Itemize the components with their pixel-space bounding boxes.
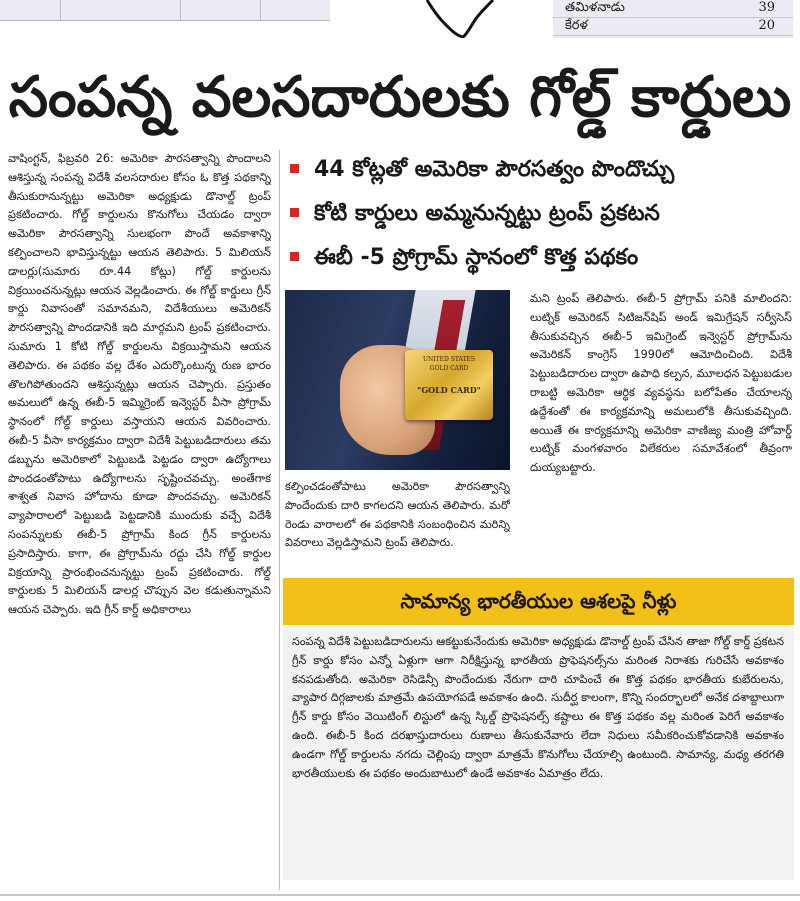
card-text: GOLD CARD: [429, 365, 469, 372]
box-text: సంపన్న విదేశీ పెట్టుబడిదారులను ఆకట్టుకునేందుకు అమెరికా అధ్యక్షుడు డొనాల్డ్ ట్రంప్ చేసిన తాజా గోల్డ్ కార్డ్ ప్రకటన గ్రీన్ కార్డు కోసం ఎన్నో ఏళ్లుగా ఆగా నిరీక్షిస్తున్న భారతీయ ప్రొఫెషనల్స్‌ను మరింత నిరాశకు గురిచేసే అవకాశం కనపడుతోంది. అమెరికా రెసిడెన్సీ పొందేందుకు నేరుగా దారి చూపించే ఈ కొత్త పథకం భారతీయ కుబేరులను, వ్యాపార దిగ్గజాలకు మాత్రమే ఉపయోగపడే అవకాశం ఉంది. సుదీర్ఘ కాలంగా, కొన్ని సందర్భాలలో అనేక దశాబ్దాలుగా గ్రీన్ కార్డు కోసం వెయిటింగ్ లిస్టులో ఉన్న స్కిల్డ్ ప్రొఫెషనల్స్ కష్టాలు ఈ కొత్త పథకం వల్ల మరింత పెరిగే అవకాశం ఉంది. ఈబీ-5 కింద దరఖాస్తుదారులు రుణాలు తీసుకునేవారు లేదా నిధులు సమీకరించుకోవడానికి అవకాశం ఉండగా గోల్డ్ కార్డులను నగదు చెల్లింపు ద్వారా మాత్రమే కొనుగోలు చేయాల్సి ఉంటుంది. సామాన్య, మధ్య తరగతి భారతీయులకు ఈ పథకం అందుబాటులో ఉండే అవకాశం ఏమాత్రం లేదు.: [292, 635, 784, 780]
state-name: తమిళనాడు: [565, 0, 625, 15]
column-divider: [279, 150, 280, 890]
bullet-text: కోటి కార్డులు అమ్మనున్నట్టు ట్రంప్ ప్రకటన: [314, 201, 660, 226]
bullet-marker-icon: [290, 208, 299, 217]
card-title: "GOLD CARD": [417, 385, 481, 395]
bullet-marker-icon: [290, 164, 299, 173]
state-value: 20: [758, 18, 775, 33]
left-column-text: వాషింగ్టన్, ఫిబ్రవరి 26: అమెరికా పౌరసత్వాన్ని పొందాలని ఆశిస్తున్న సంపన్న విదేశీ వలసదారుల కోసం ఓ కొత్త పథకాన్ని తీసుకురానున్నట్టు అమెరికా అధ్యక్షుడు డొనాల్డ్ ట్రంప్ ప్రకటించారు. గోల్డ్ కార్డులను కొనుగోలు చేయడం ద్వారా అమెరికా పౌరసత్వాన్ని సులభంగా పొందే అవకాశాన్ని కల్పించాలని భావిస్తున్నట్టు ఆయన తెలిపారు. 5 మిలియన్ డాలర్లు(సుమారు రూ.44 కోట్లు) గోల్డ్ కార్డులను విక్రయించనున్నట్లు ఆయన వెల్లడించారు. ఈ గోల్డ్ కార్డులు గ్రీన్ కార్డు నివాసంతో సమానమని, విదేశీయులు అమెరికన్ పౌరసత్వాన్ని పొందడానికి ఇది మార్గమని ట్రంప్ ప్రకటించారు. సుమారు 1 కోటి గోల్డ్ కార్డులను విక్రయిస్తామని ఆయన తెలిపారు. ఈ పథకం వల్ల దేశం ఎదుర్కొంటున్న రుణ భారం తొలగిపోతుందని ఆశిస్తున్నట్లు ఆయన చెప్పారు. ప్రస్తుతం అమలులో ఉన్న ఈబీ-5 ఇమ్మిగ్రెంట్ ఇన్వెస్టర్ వీసా ప్రోగ్రామ్ స్థానంలో గోల్డ్ కార్డులు వస్తాయని ఆయన వివరించారు. ఈబీ-5 వీసా కార్యక్రమం ద్వారా విదేశీ పెట్టుబడిదారులు తమ డబ్బును అమెరికాలో పెట్టుబడి పెట్టడం ద్వారా ఉద్యోగాలు పొందడంతోపాటు ఉద్యోగాలను సృష్టించవచ్చు. అంతేగాక శాశ్వత నివాస హోదాను కూడా పొందవచ్చు. అమెరికన్ వ్యాపారాలలో పెట్టుబడి పెట్టడానికి ముందుకు వచ్చే విదేశీ సంపన్నులకు ఈబీ-5 ప్రోగ్రామ్ కింద గ్రీన్ కార్డులను ప్రసాదిస్తారు. కాగా, ఈ ప్రోగ్రామ్‌ను రద్దు చేసి గోల్డ్ కార్డుల విక్రయాన్ని ప్రారంభించనున్నట్టు ట్రంప్ ప్రకటించారు. గోల్డ్ కార్డులకు 5 మిలియన్ డాలర్ల చొప్పున వెల కడుతున్నామని ఆయన చెప్పారు. ఇది గ్రీన్ కార్డ్ అధికారాలు: [8, 152, 271, 617]
state-row: [553, 0, 793, 18]
right-column-text: మని ట్రంప్ తెలిపారు. ఈబీ-5 ప్రోగ్రామ్ పనికి మాలిందని: లుట్నిక్ అమెరికన్ సిటిజన్‌షిప్ అండ్ ఇమిగ్రేషన్ సర్వీసెస్ తీసుకువచ్చిన ఈబీ-5 ఇమిగ్రెంట్ ఇన్వెస్టర్ ప్రోగ్రామ్‌ను అమెరికన్ కాంగ్రెస్ 1990లో ఆమోదించింది. విదేశీ పెట్టుబడిదారుల ద్వారా ఉపాధి కల్పన, మూలధన పెట్టుబడుల రాబట్టి అమెరికా ఆర్థిక వ్యవస్థను బలోపేతం చేయాలన్న ఉద్దేశంతో ఈ కార్యక్రమాన్ని అమలులోకి తీసుకువచ్చింది. అయితే ఈ కార్యక్రమాన్ని అమెరికా వాణిజ్య మంత్రి హోవార్డ్ లుట్నిక్ మంగళవారం విలేకరుల సమావేశంలో తీవ్రంగా దుయ్యబట్టారు.: [530, 292, 792, 475]
state-name: కేరళ: [565, 18, 588, 33]
state-value: 39: [758, 0, 775, 15]
table-cell: [60, 0, 181, 20]
top-strip: [0, 0, 800, 48]
state-row: [553, 18, 793, 36]
bullet-text: 44 కోట్లతో అమెరికా పౌరసత్వం పొందొచ్చు: [314, 157, 675, 182]
partial-table-strip: [0, 0, 330, 21]
middle-column-text: కల్పించడంతోపాటు అమెరికా పౌరసత్వాన్ని పొందేందుకు దారి కాగలదని ఆయన తెలిపారు. మరో రెండు వారాలలో ఈ పథకానికి సంబంధించిన మరిన్ని వివరాలు వెల్లడిస్తామని ట్రంప్ తెలిపారు.: [285, 480, 510, 550]
state-table: [553, 0, 793, 38]
bullet-marker-icon: [290, 252, 299, 261]
headline: సంపన్న వలసదారులకు గోల్డ్ కార్డులు: [8, 65, 792, 130]
highlight-bullets: [288, 148, 793, 280]
table-cell: [0, 0, 61, 20]
box-header: సామాన్య భారతీయుల ఆశలపై నీళ్లు: [283, 578, 794, 625]
gold-card: [405, 350, 493, 420]
bullet-text: ఈబీ -5 ప్రోగ్రామ్ స్థానంలో కొత్త పథకం: [314, 245, 639, 270]
bullet-item: [288, 192, 793, 236]
card-text: UNITED STATES: [422, 356, 476, 363]
gold-card-photo: [285, 290, 510, 470]
sidebar-box: [283, 578, 794, 880]
india-map-outline-icon: [425, 0, 495, 38]
table-cell: [180, 0, 261, 20]
bullet-item: [288, 148, 793, 192]
bullet-item: [288, 236, 793, 280]
bottom-rule: [0, 894, 800, 896]
